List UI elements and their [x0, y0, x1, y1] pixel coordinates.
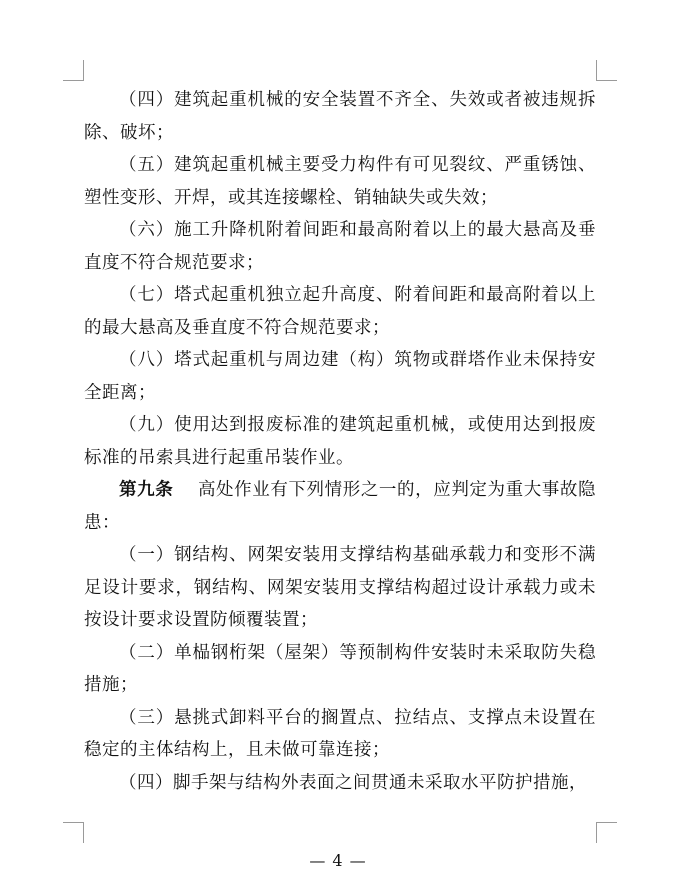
document-body — [84, 84, 596, 799]
crop-mark-top-right — [596, 60, 617, 81]
clause-6-construction-hoist: （六）施工升降机附着间距和最高附着以上的最大悬高及垂直度不符合规范要求； — [84, 220, 596, 273]
clause-4-lifting-safety-devices: （四）建筑起重机械的安全装置不齐全、失效或者被违规拆除、破坏； — [84, 90, 596, 143]
clause-2-truss-stability: （二）单榀钢桁架（屋架）等预制构件安装时未采取防失稳措施； — [84, 642, 596, 695]
crop-mark-bottom-left — [63, 822, 84, 843]
clause-5-load-bearing-members: （五）建筑起重机械主要受力构件有可见裂纹、严重锈蚀、塑性变形、开焊，或其连接螺栓、销轴缺失或失效； — [84, 155, 596, 208]
article-nine — [84, 474, 596, 539]
clause-3-unloading-platform: （三）悬挑式卸料平台的搁置点、拉结点、支撑点未设置在稳定的主体结构上，且未做可靠连接； — [84, 707, 596, 760]
clause-4-scaffold-protection: （四）脚手架与结构外表面之间贯通未采取水平防护措施， — [119, 772, 587, 793]
crop-mark-top-left — [63, 60, 84, 81]
clause-9-scrapped-equipment: （九）使用达到报废标准的建筑起重机械，或使用达到报废标准的吊索具进行起重吊装作业。 — [84, 415, 596, 468]
clause-1-support-structure: （一）钢结构、网架安装用支撑结构基础承载力和变形不满足设计要求，钢结构、网架安装用支撑结构超过设计承载力或未按设计要求设置防倾覆装置； — [84, 545, 596, 630]
crop-mark-bottom-right — [596, 822, 617, 843]
clause-7-tower-crane-height: （七）塔式起重机独立起升高度、附着间距和最高附着以上的最大悬高及垂直度不符合规范要求； — [84, 285, 596, 338]
page-number: — 4 — — [309, 851, 367, 870]
clause-8-tower-crane-distance: （八）塔式起重机与周边建（构）筑物或群塔作业未保持安全距离； — [84, 350, 596, 403]
article-nine-text: 高处作业有下列情形之一的，应判定为重大事故隐患： — [84, 480, 597, 533]
article-nine-title: 第九条 — [119, 480, 174, 500]
